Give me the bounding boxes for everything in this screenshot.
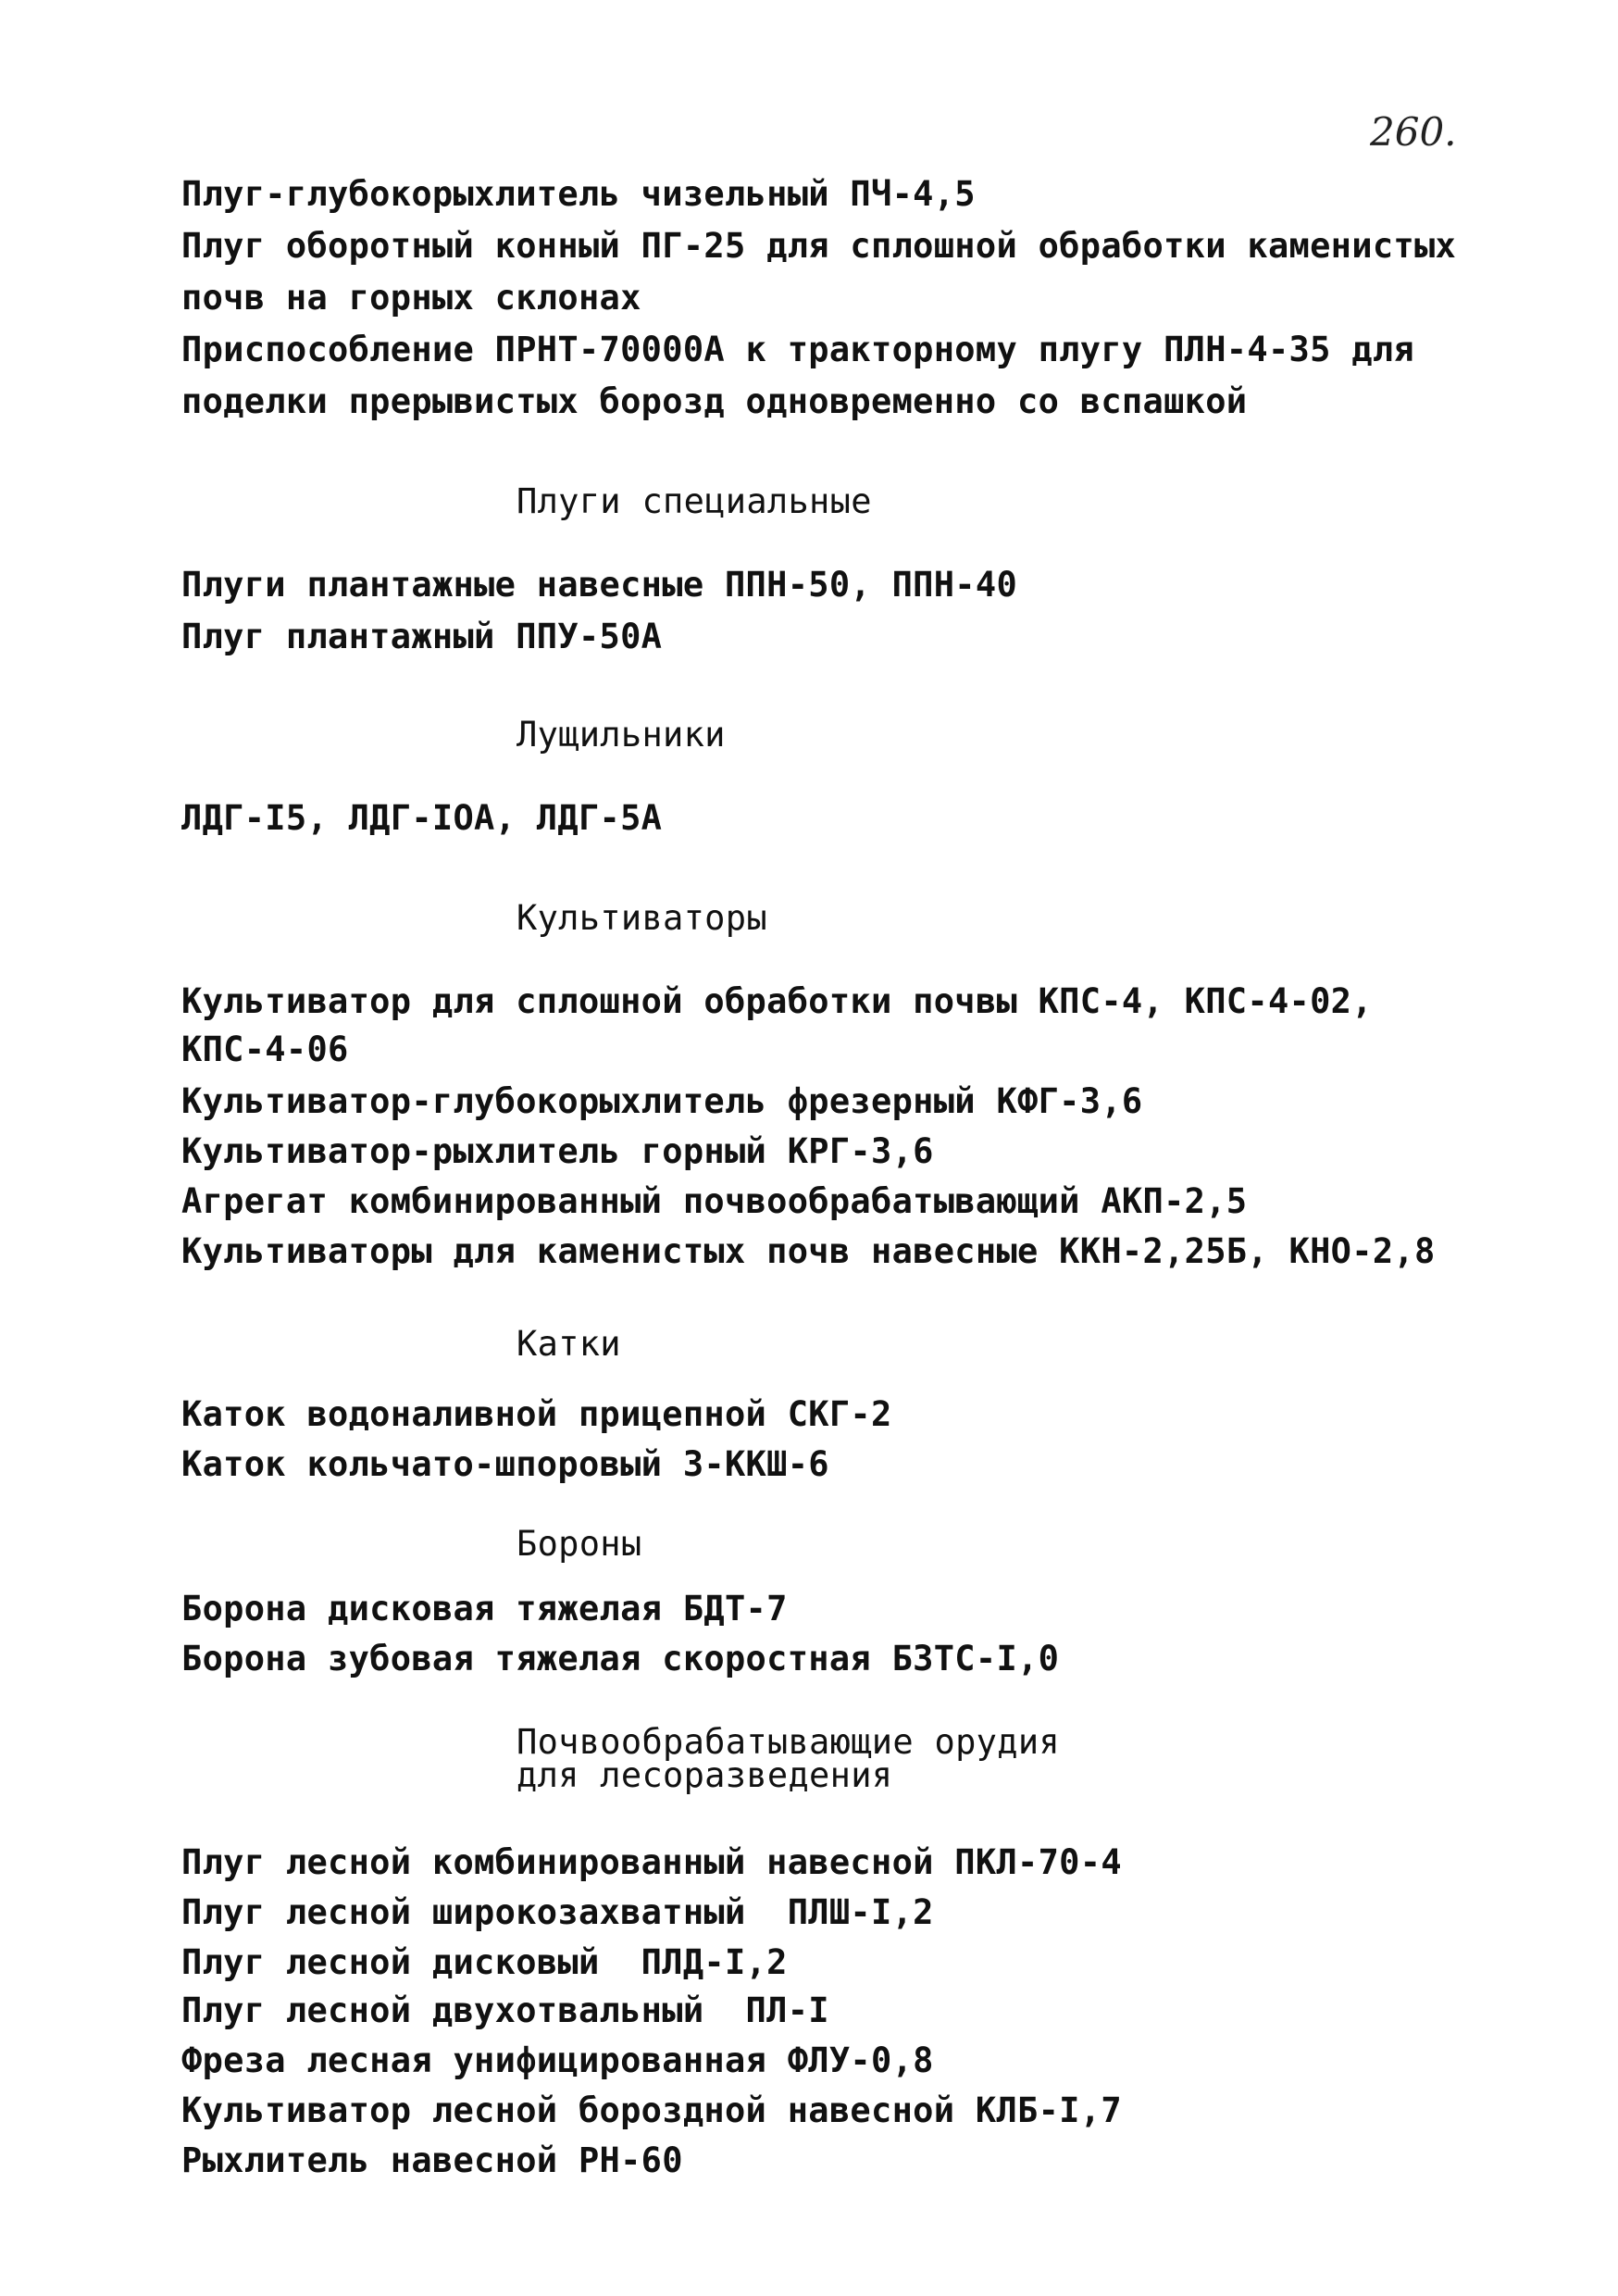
page-number: 260. xyxy=(1370,109,1457,155)
list-item: Культиватор лесной бороздной навесной КЛБ-I,7 xyxy=(181,2090,1122,2130)
section-heading: Катки xyxy=(517,1324,621,1364)
list-item: Культиватор для сплошной обработки почвы КПС-4, КПС-4-02, xyxy=(181,981,1373,1021)
section-heading: Почвообрабатывающие орудия xyxy=(517,1722,1060,1762)
section-heading: Культиваторы xyxy=(517,898,767,938)
list-item: КПС-4-06 xyxy=(181,1029,349,1069)
list-item: Плуги плантажные навесные ППН-50, ППН-40 xyxy=(181,565,1018,605)
list-item: Плуг лесной дисковый ПЛД-I,2 xyxy=(181,1942,788,1982)
intro-line: Плуг оборотный конный ПГ-25 для сплошной обработки каменистых xyxy=(181,226,1457,266)
list-item: Культиватор-глубокорыхлитель фрезерный КФГ-3,6 xyxy=(181,1081,1143,1121)
list-item: Борона дисковая тяжелая БДТ-7 xyxy=(181,1589,788,1628)
intro-line: почв на горных склонах xyxy=(181,278,641,318)
section-heading: Бороны xyxy=(517,1524,642,1564)
list-item: Плуг лесной широкозахватный ПЛШ-I,2 xyxy=(181,1892,934,1932)
intro-line: поделки прерывистых борозд одновременно со вспашкой xyxy=(181,381,1248,421)
list-item: Рыхлитель навесной РН-60 xyxy=(181,2140,683,2180)
intro-line: Приспособление ПРНТ-70000А к тракторному плугу ПЛН-4-35 для xyxy=(181,330,1414,369)
list-item: Агрегат комбинированный почвообрабатывающий АКП-2,5 xyxy=(181,1181,1248,1221)
section-heading: Плуги специальные xyxy=(517,481,872,521)
section-heading: Лущильники xyxy=(517,715,726,755)
list-item: Культиваторы для каменистых почв навесные ККН-2,25Б, КНО-2,8 xyxy=(181,1231,1436,1271)
intro-line: Плуг-глубокорыхлитель чизельный ПЧ-4,5 xyxy=(181,174,976,214)
section-heading: для лесоразведения xyxy=(517,1755,893,1795)
list-item: Борона зубовая тяжелая скоростная БЗТС-I,0 xyxy=(181,1639,1060,1678)
list-item: Плуг плантажный ППУ-50А xyxy=(181,617,663,656)
list-item: Плуг лесной комбинированный навесной ПКЛ-70-4 xyxy=(181,1842,1122,1882)
list-item: Каток кольчато-шпоровый 3-ККШ-6 xyxy=(181,1444,829,1484)
list-item: Плуг лесной двухотвальный ПЛ-I xyxy=(181,1990,829,2030)
list-item: Фреза лесная унифицированная ФЛУ-0,8 xyxy=(181,2040,934,2080)
list-item: ЛДГ-I5, ЛДГ-IOA, ЛДГ-5А xyxy=(181,798,663,838)
list-item: Каток водоналивной прицепной СКГ-2 xyxy=(181,1394,892,1434)
list-item: Культиватор-рыхлитель горный КРГ-3,6 xyxy=(181,1131,934,1171)
